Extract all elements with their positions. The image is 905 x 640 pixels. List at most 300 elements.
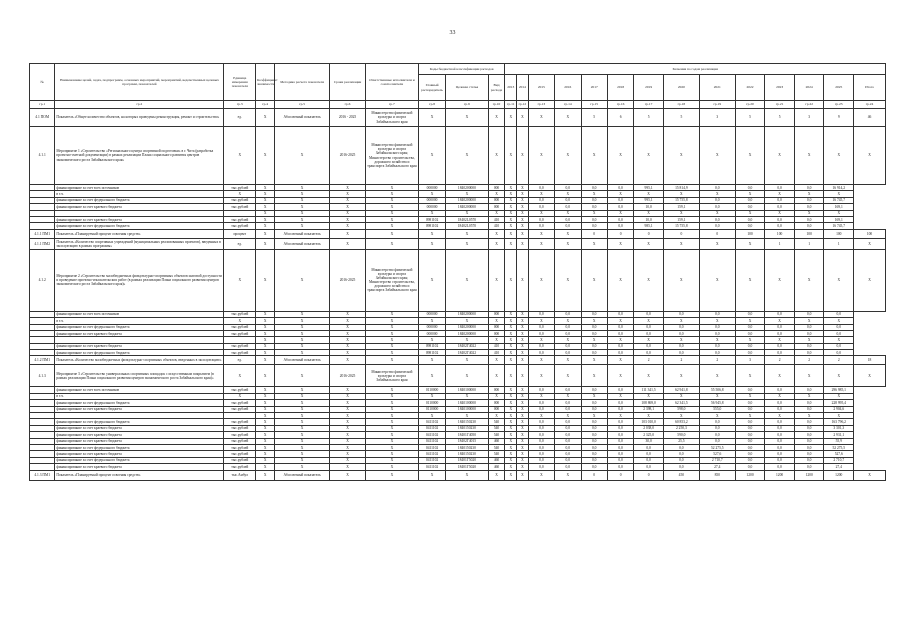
header-year: 2019 — [634, 75, 664, 101]
table-cell: 000 — [488, 185, 505, 191]
table-cell: 000 — [488, 330, 505, 336]
table-cell: 0,0 — [581, 330, 607, 336]
table-cell: X — [365, 197, 418, 203]
table-cell: X — [488, 337, 505, 343]
table-cell: 0,0 — [581, 438, 607, 444]
table-cell: X — [517, 457, 529, 463]
table-cell: X — [854, 127, 886, 185]
table-cell: 0,0 — [794, 464, 824, 470]
table-cell: X — [275, 223, 330, 229]
table-cell: 0,0 — [824, 311, 854, 317]
table-cell: X — [663, 249, 699, 311]
table-cell: 410 — [488, 350, 505, 356]
table-cell: X — [517, 438, 529, 444]
header-values: Значения по годам реализации — [505, 64, 886, 75]
table-cell: 0,0 — [581, 419, 607, 425]
table-cell: X — [418, 470, 445, 480]
table-cell: 0,0 — [528, 444, 554, 450]
table-cell: 0,0 — [555, 350, 581, 356]
table-cell: X — [275, 185, 330, 191]
table-cell: X — [365, 223, 418, 229]
table-cell: 0,0 — [699, 324, 735, 330]
table-cell: X — [505, 337, 517, 343]
table-cell: Министерство физической культуры и спорта Забайкальского края; Министерство строительства, дорожного хозяйства и транспорта Забайкальского края — [365, 249, 418, 311]
header-year: 2022 — [735, 75, 765, 101]
table-cell: X — [581, 337, 607, 343]
table-cell: X — [528, 238, 554, 249]
table-cell: X — [555, 229, 581, 238]
table-cell: 000000 — [418, 311, 445, 317]
table-cell: 410 — [488, 223, 505, 229]
table-cell: 2 — [794, 356, 824, 365]
table-cell: X — [256, 216, 275, 222]
table-cell: X — [446, 238, 488, 249]
table-cell: X — [699, 191, 735, 197]
table-cell: 0 — [607, 470, 633, 480]
table-cell: X — [365, 464, 418, 470]
table-cell: 1 — [794, 238, 824, 249]
table-cell: 100 — [735, 229, 765, 238]
table-cell: 0,0 — [528, 311, 554, 317]
table-cell: 000000 — [418, 204, 445, 210]
table-cell: X — [275, 400, 330, 406]
table-cell: 0,0 — [607, 216, 633, 222]
row-name: финансирование за счет краевого бюджета — [55, 330, 224, 336]
table-cell: 0,0 — [581, 185, 607, 191]
table-cell: X — [528, 210, 554, 216]
table-cell: 0,0 — [765, 311, 795, 317]
table-cell: X — [365, 457, 418, 463]
table-cell: 0,0 — [735, 419, 765, 425]
table-cell: 000000 — [418, 324, 445, 330]
row-name: финансирование за счет всех источников — [55, 387, 224, 393]
table-cell: 0,0 — [555, 406, 581, 412]
table-cell: 0,0 — [555, 432, 581, 438]
table-cell: X — [581, 238, 607, 249]
table-cell: 0,0 — [581, 457, 607, 463]
table-cell: 410 — [488, 216, 505, 222]
table-cell: X — [256, 356, 275, 365]
table-cell: 0,0 — [699, 216, 735, 222]
table-cell: 0,0 — [765, 451, 795, 457]
table-cell: X — [275, 127, 330, 185]
table-cell: X — [330, 457, 366, 463]
table-cell: X — [488, 210, 505, 216]
table-cell: X — [488, 318, 505, 324]
column-number: гр.21 — [765, 101, 795, 109]
table-cell: X — [365, 432, 418, 438]
table-cell: 0411102 — [418, 425, 445, 431]
table-cell: X — [794, 127, 824, 185]
table-cell: ед. — [224, 238, 256, 249]
table-cell: 0 — [663, 229, 699, 238]
table-cell: 0,0 — [555, 400, 581, 406]
table-cell: 0,0 — [794, 223, 824, 229]
table-cell: X — [699, 413, 735, 419]
table-cell: X — [581, 365, 607, 387]
table-cell: 0411102 — [418, 464, 445, 470]
table-cell: 2 — [765, 356, 795, 365]
table-cell: 0981102 — [418, 350, 445, 356]
table-cell: X — [634, 337, 664, 343]
table-cell: X — [330, 238, 366, 249]
table-cell: X — [256, 451, 275, 457]
table-cell: 0,0 — [699, 419, 735, 425]
table-cell: 1840150230 — [446, 451, 488, 457]
table-cell: 15 755,8 — [663, 223, 699, 229]
table-cell: X — [256, 197, 275, 203]
table-cell: 0,0 — [555, 223, 581, 229]
table-cell: X — [517, 311, 529, 317]
table-cell: 0,0 — [555, 387, 581, 393]
table-row — [30, 249, 886, 311]
table-cell: 0,0 — [794, 419, 824, 425]
table-cell: X — [365, 393, 418, 399]
table-cell: X — [330, 387, 366, 393]
table-cell: X — [555, 393, 581, 399]
table-cell: 18402Г4022 — [446, 343, 488, 349]
table-cell: 0,0 — [607, 204, 633, 210]
page-number: 33 — [449, 30, 456, 36]
table-cell: 16 745,7 — [824, 197, 854, 203]
row-name: финансирование за счет краевого бюджета — [55, 216, 224, 222]
table-cell: X — [505, 216, 517, 222]
table-cell: X — [256, 343, 275, 349]
table-cell: 0411102 — [418, 444, 445, 450]
column-number: гр.17 — [634, 101, 664, 109]
table-cell: X — [418, 365, 445, 387]
row-name: финансирование за счет федерального бюджета — [55, 457, 224, 463]
table-cell: 0,0 — [765, 204, 795, 210]
table-cell: 0,0 — [581, 406, 607, 412]
table-cell: 3 301,3 — [824, 425, 854, 431]
table-cell: X — [663, 191, 699, 197]
table-cell: 0,0 — [607, 464, 633, 470]
table-cell: 0110000 — [418, 387, 445, 393]
table-cell: 25,5 — [663, 438, 699, 444]
row-name: Мероприятие 2 «Строительство малобюджетных физкультурно-спортивных объектов шаговой доступности и проведение проектно-изыскательских работ (в рамках реализации Плана социального развития центров экономического роста Забайкальского края)» — [55, 249, 224, 311]
table-cell: X — [330, 324, 366, 330]
table-cell: 0,0 — [794, 350, 824, 356]
table-cell: 0,0 — [528, 185, 554, 191]
table-cell: X — [505, 204, 517, 210]
table-cell: X — [224, 393, 256, 399]
table-cell: X — [275, 311, 330, 317]
table-cell: 0,0 — [765, 425, 795, 431]
table-cell: 0,0 — [824, 343, 854, 349]
table-cell: 000 — [488, 387, 505, 393]
table-cell: 0,0 — [581, 451, 607, 457]
table-cell: X — [418, 356, 445, 365]
table-cell: 1840200000 — [446, 324, 488, 330]
table-cell: X — [505, 406, 517, 412]
table-cell: 169,1 — [824, 216, 854, 222]
table-row — [30, 229, 886, 238]
table-cell: X — [663, 413, 699, 419]
table-cell: 0,0 — [735, 311, 765, 317]
table-cell: 10,0 — [634, 216, 664, 222]
table-cell: тыс.рублей — [224, 406, 256, 412]
table-cell: 1840100000 — [446, 400, 488, 406]
table-cell: X — [765, 210, 795, 216]
table-cell: X — [256, 425, 275, 431]
table-cell: ед. — [224, 109, 256, 127]
table-cell: X — [275, 324, 330, 330]
table-cell: ед. — [224, 356, 256, 365]
table-cell: 18401Г4050 — [446, 432, 488, 438]
table-cell: 0 — [634, 470, 664, 480]
table-cell: 0,0 — [555, 425, 581, 431]
table-cell: X — [555, 210, 581, 216]
table-cell: X — [330, 419, 366, 425]
table-cell: X — [607, 127, 633, 185]
table-cell: X — [581, 249, 607, 311]
table-cell: 18402L0570 — [446, 216, 488, 222]
table-cell: 540 — [488, 451, 505, 457]
row-name: финансирование за счет федерального бюджета — [55, 197, 224, 203]
table-cell: X — [735, 238, 765, 249]
table-cell: 540 — [488, 432, 505, 438]
table-cell: X — [330, 444, 366, 450]
table-cell: 0,0 — [824, 350, 854, 356]
table-cell: X — [528, 356, 554, 365]
header-kbk-grs: Главный распорядитель — [418, 75, 445, 101]
table-cell: X — [765, 413, 795, 419]
table-cell: тыс.рублей — [224, 464, 256, 470]
table-cell: 2 — [634, 356, 664, 365]
table-cell: 0 — [607, 229, 633, 238]
table-cell: X — [275, 432, 330, 438]
table-cell: 2016 - 2025 — [330, 109, 366, 127]
row-name: финансирование за счет краевого бюджета — [55, 464, 224, 470]
table-cell: 0,0 — [555, 216, 581, 222]
table-cell: X — [256, 204, 275, 210]
table-cell: X — [699, 337, 735, 343]
table-cell: 0,0 — [765, 223, 795, 229]
table-cell: 0,0 — [794, 438, 824, 444]
table-cell: 0,0 — [528, 400, 554, 406]
table-cell: 0,0 — [735, 324, 765, 330]
table-row — [30, 238, 886, 249]
table-cell: X — [699, 365, 735, 387]
table-cell: X — [418, 249, 445, 311]
table-cell: 0,0 — [607, 457, 633, 463]
table-cell: 0,0 — [765, 197, 795, 203]
table-cell: 540 — [488, 425, 505, 431]
table-cell: Министерство физической культуры и спорта Забайкальского края — [365, 109, 418, 127]
table-cell: 0,0 — [663, 444, 699, 450]
table-cell: X — [275, 365, 330, 387]
table-cell: 450 — [663, 470, 699, 480]
table-cell: X — [607, 249, 633, 311]
table-cell: X — [505, 324, 517, 330]
table-cell: 0,0 — [528, 451, 554, 457]
table-cell: 460 — [488, 464, 505, 470]
table-cell: X — [256, 311, 275, 317]
table-cell: 56 945,8 — [699, 400, 735, 406]
table-cell: 850 — [699, 470, 735, 480]
table-cell: X — [517, 400, 529, 406]
table-cell: X — [330, 191, 366, 197]
table-cell: X — [256, 413, 275, 419]
table-cell: X — [365, 216, 418, 222]
table-cell: 60 853,2 — [663, 419, 699, 425]
table-cell: 0,0 — [735, 216, 765, 222]
table-cell: X — [854, 238, 886, 249]
row-name: в т.ч. — [55, 393, 224, 399]
header-kbk-vr: Вид расхода — [488, 75, 505, 101]
table-cell: 3 — [794, 109, 824, 127]
table-cell: X — [330, 425, 366, 431]
table-cell: 0,0 — [581, 425, 607, 431]
table-cell: 2 — [699, 356, 735, 365]
column-number: гр.23 — [824, 101, 854, 109]
table-cell: X — [224, 191, 256, 197]
column-number: гр.5 — [275, 101, 330, 109]
table-cell: X — [517, 387, 529, 393]
table-cell: X — [330, 438, 366, 444]
table-cell: 0,0 — [699, 438, 735, 444]
table-cell: X — [330, 406, 366, 412]
table-cell: 0,0 — [824, 330, 854, 336]
table-cell: 0981102 — [418, 216, 445, 222]
table-cell: X — [275, 387, 330, 393]
table-cell: X — [581, 191, 607, 197]
table-cell: 0,0 — [555, 204, 581, 210]
table-cell: X — [607, 210, 633, 216]
table-cell: 0,0 — [735, 400, 765, 406]
table-cell: X — [517, 393, 529, 399]
table-cell: 0,0 — [634, 350, 664, 356]
table-cell: X — [528, 413, 554, 419]
table-cell: 0,0 — [735, 330, 765, 336]
table-cell: 5 — [735, 109, 765, 127]
table-cell: X — [517, 356, 529, 365]
table-cell: 0,0 — [765, 350, 795, 356]
table-cell: X — [663, 318, 699, 324]
table-cell: X — [505, 343, 517, 349]
table-cell: X — [224, 249, 256, 311]
table-cell: X — [607, 413, 633, 419]
table-cell: X — [854, 249, 886, 311]
table-cell: X — [365, 438, 418, 444]
table-cell: 0,0 — [735, 457, 765, 463]
table-cell: X — [663, 393, 699, 399]
table-cell: X — [517, 419, 529, 425]
table-cell: 1840200000 — [446, 204, 488, 210]
table-cell: X — [517, 185, 529, 191]
table-cell: X — [699, 127, 735, 185]
header-num: № — [30, 64, 55, 101]
table-cell: 1200 — [765, 470, 795, 480]
table-cell: X — [256, 210, 275, 216]
table-cell: X — [418, 210, 445, 216]
table-cell: 1840100000 — [446, 406, 488, 412]
table-cell: 0,0 — [555, 324, 581, 330]
table-cell: X — [330, 343, 366, 349]
table-cell: X — [528, 191, 554, 197]
header-weight: Коэффициент значимости — [256, 64, 275, 101]
table-cell: X — [365, 425, 418, 431]
table-cell: X — [517, 238, 529, 249]
table-cell: 0,0 — [735, 197, 765, 203]
table-cell: 0,0 — [699, 197, 735, 203]
table-cell: X — [735, 365, 765, 387]
column-number: гр.10 — [488, 101, 505, 109]
table-cell: X — [256, 419, 275, 425]
table-cell: 1840150230 — [446, 444, 488, 450]
table-cell: X — [446, 413, 488, 419]
row-code: 4.1.1 — [30, 127, 55, 185]
table-cell: 46 — [854, 109, 886, 127]
row-name: Мероприятие 3 «Строительство универсальных спортивных площадок с искусственным покрытием (в рамках реализации Плана социального развития центров экономического роста Забайкальского края)» — [55, 365, 224, 387]
table-cell: X — [517, 324, 529, 330]
table-row — [30, 109, 886, 127]
table-cell: X — [256, 337, 275, 343]
table-cell: 1840200000 — [446, 330, 488, 336]
table-cell: X — [505, 210, 517, 216]
table-cell: 0,0 — [528, 438, 554, 444]
table-cell: 540 — [488, 419, 505, 425]
table-cell: 0,0 — [663, 343, 699, 349]
table-cell: 0,0 — [528, 216, 554, 222]
table-cell: тыс.рублей — [224, 324, 256, 330]
table-cell: X — [765, 393, 795, 399]
table-cell: X — [824, 337, 854, 343]
table-cell: 27,4 — [824, 464, 854, 470]
table-cell: 0,0 — [765, 185, 795, 191]
table-cell: X — [488, 249, 505, 311]
table-cell: 100 — [854, 229, 886, 238]
table-cell: X — [275, 210, 330, 216]
row-name: финансирование за счет краевого бюджета — [55, 451, 224, 457]
row-name: финансирование за счет всех источников — [55, 185, 224, 191]
row-name: финансирование за счет федерального бюджета — [55, 400, 224, 406]
table-cell: 0,0 — [735, 350, 765, 356]
table-cell: X — [488, 365, 505, 387]
table-cell: X — [505, 444, 517, 450]
row-code: 4.1.2 ПМ1 — [30, 356, 55, 365]
table-cell: X — [330, 400, 366, 406]
table-cell: 460 — [488, 438, 505, 444]
header-year: 2023 — [765, 75, 795, 101]
table-cell: X — [488, 470, 505, 480]
table-cell: X — [446, 210, 488, 216]
table-cell: 0,0 — [794, 324, 824, 330]
column-number: гр.11 — [505, 101, 517, 109]
table-cell: 0,0 — [765, 400, 795, 406]
table-cell: 0,0 — [528, 343, 554, 349]
table-cell: X — [555, 109, 581, 127]
table-cell: 228 995,4 — [824, 400, 854, 406]
table-cell: X — [505, 451, 517, 457]
table-cell: X — [517, 249, 529, 311]
column-number: гр.1 — [30, 101, 55, 109]
table-cell: 0,0 — [765, 444, 795, 450]
table-cell: X — [418, 229, 445, 238]
table-cell: X — [418, 393, 445, 399]
table-cell: X — [256, 324, 275, 330]
table-cell: 995,1 — [634, 185, 664, 191]
table-cell: 0411102 — [418, 419, 445, 425]
table-cell: X — [663, 127, 699, 185]
column-number: гр.16 — [607, 101, 633, 109]
table-cell: X — [365, 451, 418, 457]
table-cell: X — [555, 249, 581, 311]
column-number: гр.22 — [794, 101, 824, 109]
table-cell: X — [528, 127, 554, 185]
table-cell: X — [256, 387, 275, 393]
